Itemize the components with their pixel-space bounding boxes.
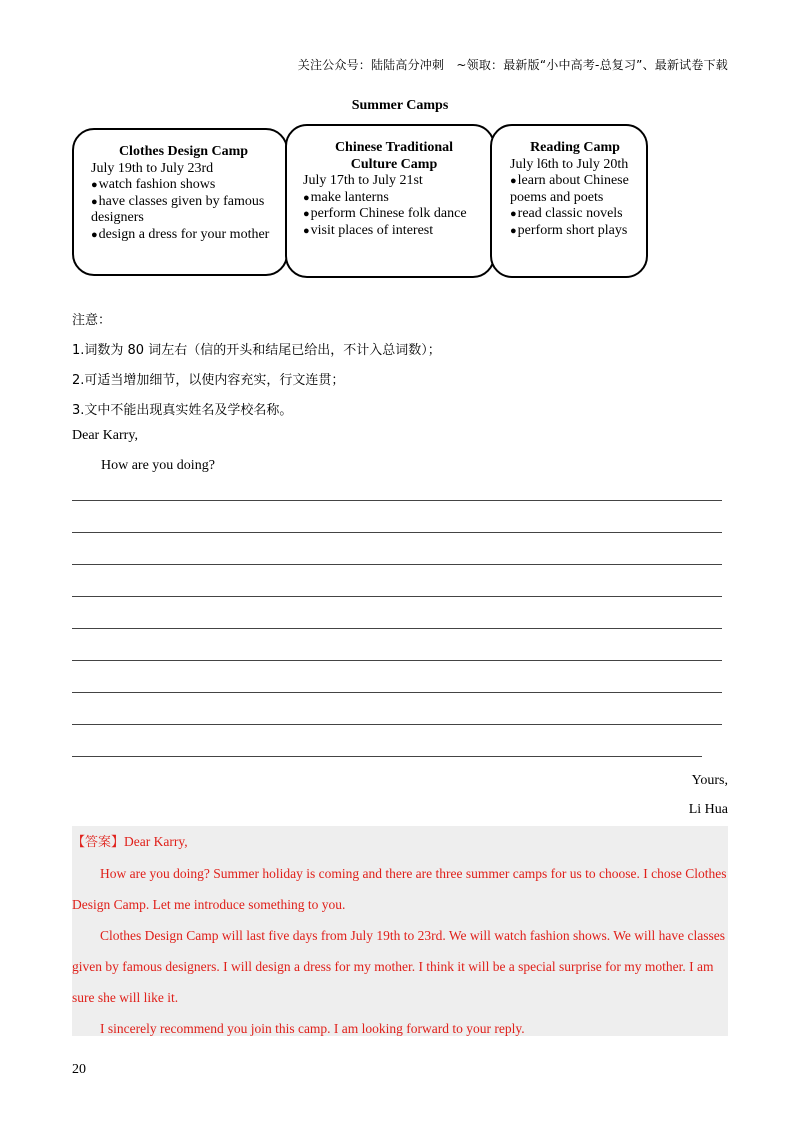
note-item: 3.文中不能出现真实姓名及学校名称。 [72,403,293,418]
figure-title: Summer Camps [351,98,449,113]
camp-card-reading [490,124,648,278]
answer-tag: 【答案】 [72,835,125,850]
camp-activity-list [303,190,485,240]
page-number: 20 [72,1062,86,1077]
writing-line[interactable] [72,532,722,533]
writing-line[interactable] [72,596,722,597]
camp-activity-list [91,177,276,243]
header-promo-note: 关注公众号：陆陆高分冲刺 ~领取：最新版“小中高考-总复习”、最新试卷下载 [297,58,728,72]
writing-line[interactable] [72,628,722,629]
letter-signature: Li Hua [688,802,728,817]
camp-dates: July 19th to July 23rd [91,160,214,176]
answer-greeting: Dear Karry, [124,834,188,849]
writing-line[interactable] [72,692,722,693]
camp-name-line-1: Chinese Traditional [334,140,454,155]
camp-activity: ● make lanterns [303,190,485,207]
camp-name: Reading Camp [530,140,620,155]
camp-card-clothes-design [72,128,288,276]
answer-greeting-line [72,826,728,858]
camp-card-chinese-culture [285,124,495,278]
camp-activity: ● have classes given by famous designers [91,194,276,227]
writing-line[interactable] [72,724,722,725]
note-item: 2.可适当增加细节，以使内容充实，行文连贯； [72,373,345,388]
answer-paragraph: Clothes Design Camp will last five days from July 19th to 23rd. We will watch fashion shows. We will have classes given by famous designers. I will design a dress for my mother. I think it will be a special surprise for my mother. I am sure she will like it. [72,928,725,1005]
answer-paragraph: How are you doing? Summer holiday is coming and there are three summer camps for us to choose. I chose Clothes Design Camp. Let me introduce something to you. [72,866,727,912]
writing-line[interactable] [72,564,722,565]
camp-dates: July 17th to July 21st [303,173,423,188]
note-item: 1.词数为 80 词左右（信的开头和结尾已给出，不计入总词数）； [72,343,441,358]
writing-line[interactable] [72,500,722,501]
writing-line[interactable] [72,756,702,757]
camp-dates: July l6th to July 20th [510,156,629,172]
camp-name: Clothes Design Camp [118,144,249,159]
letter-greeting: Dear Karry, [72,428,138,443]
camp-activity: ● learn about Chinese poems and poets [510,173,640,206]
camp-activity: ● perform Chinese folk dance [303,206,485,223]
camp-activity: ● perform short plays [510,223,640,240]
answer-paragraph: I sincerely recommend you join this camp. I am looking forward to your reply. [100,1021,525,1036]
camp-activity-list [510,173,640,239]
camp-activity: ● visit places of interest [303,223,485,240]
letter-opening: How are you doing? [101,458,215,473]
letter-closing: Yours, [691,773,728,788]
camp-activity: ● design a dress for your mother [91,227,276,244]
camp-name-line-2: Culture Camp [350,156,438,172]
writing-line[interactable] [72,660,722,661]
answer-section [72,826,728,1036]
camp-activity: ● read classic novels [510,206,640,223]
notes-heading: 注意： [72,313,112,328]
camp-activity: ● watch fashion shows [91,177,276,194]
